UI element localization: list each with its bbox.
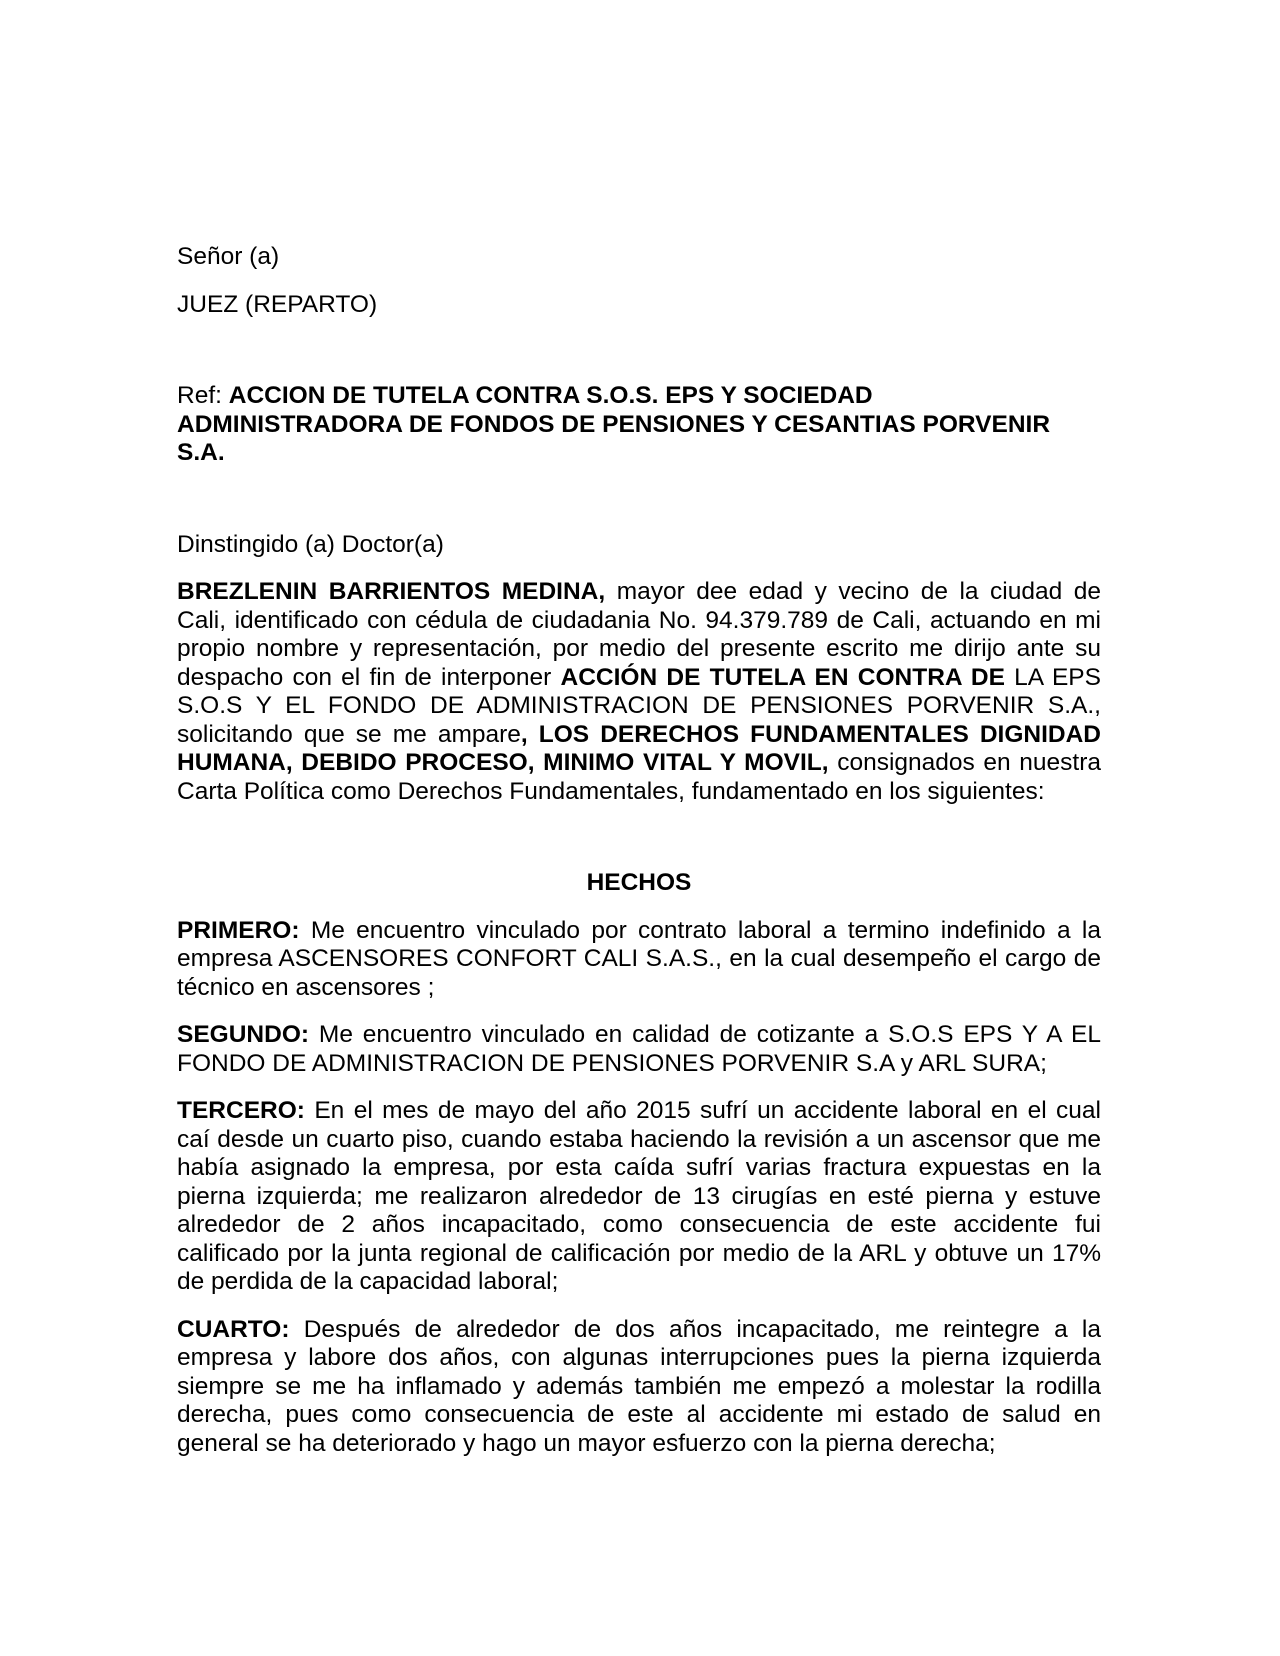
fact-text: Me encuentro vinculado por contrato laboral a termino indefinido a la empresa ASCENSORES CONFORT CALI S.A.S., en la cual desempeño el cargo de técnico en ascensores ; [177,916,1101,1001]
intro-text-1: mayor dee edad y vecino de la ciudad de Cali, identificado con cédula de ciudadania No. 94.379.789 de Cali, actuando en mi propio nombre y representación, por medio del presente escrito me dirijo ante su despacho con el fin de interponer [177,578,1101,691]
action-phrase: ACCIÓN DE TUTELA EN CONTRA DE [560,663,1005,691]
intro-text-3: consignados en nuestra Carta Política como Derechos Fundamentales, fundamentado en los siguientes: [177,749,1101,805]
addressee: JUEZ (REPARTO) [177,290,378,318]
facts-heading: HECHOS [586,869,692,896]
document-body [177,243,1101,1477]
greeting: Dinstingido (a) Doctor(a) [177,530,444,558]
intro-paragraph [177,578,1101,806]
fact-text: Después de alrededor de dos años incapacitado, me reintegre a la empresa y labore dos años, con algunas interrupciones pues la pierna izquierda siempre se me ha inflamado y además también me empezó a molestar la rodilla derecha, pues como consecuencia de este al accidente mi estado de salud en general se ha deteriorado y hago un mayor esfuerzo con la pierna derecha; [177,1315,1101,1457]
salutation: Señor (a) [177,243,280,270]
fact-paragraph [177,1316,1101,1459]
fact-paragraph [177,917,1101,1003]
fact-paragraph [177,1021,1101,1078]
intro-text-2: LA EPS S.O.S Y EL FONDO DE ADMINISTRACION DE PENSIONES PORVENIR S.A., solicitando que se me ampare [177,663,1101,748]
reference-label: Ref: [177,382,229,409]
fact-text: Me encuentro vinculado en calidad de cotizante a S.O.S EPS Y A EL FONDO DE ADMINISTRACION DE PENSIONES PORVENIR S.A y ARL SURA; [177,1021,1101,1077]
fact-label: SEGUNDO: [177,1021,310,1048]
fact-paragraph [177,1097,1101,1297]
reference-text: ACCION DE TUTELA CONTRA S.O.S. EPS Y SOCIEDAD ADMINISTRADORA DE FONDOS DE PENSIONES Y CESANTIAS PORVENIR S.A. [177,382,1051,466]
fact-label: CUARTO: [177,1315,290,1343]
fact-text: En el mes de mayo del año 2015 sufrí un accidente laboral en el cual caí desde un cuarto piso, cuando estaba haciendo la revisión a un ascensor que me había asignado la empresa, por esta caída sufrí varias fractura expuestas en la pierna izquierda; me realizaron alrededor de 13 cirugías en esté pierna y estuve alrededor de 2 años incapacitado, como consecuencia de este accidente fui calificado por la junta regional de calificación por medio de la ARL y obtuve un 17% de perdida de la capacidad laboral; [177,1097,1101,1295]
reference-line [177,382,1101,468]
fact-label: TERCERO: [177,1097,305,1124]
petitioner-name: BREZLENIN BARRIENTOS MEDINA, [177,578,606,605]
rights-phrase: , LOS DERECHOS FUNDAMENTALES DIGNIDAD HUMANA, DEBIDO PROCESO, MINIMO VITAL Y MOVIL, [177,720,1101,776]
fact-label: PRIMERO: [177,916,300,944]
